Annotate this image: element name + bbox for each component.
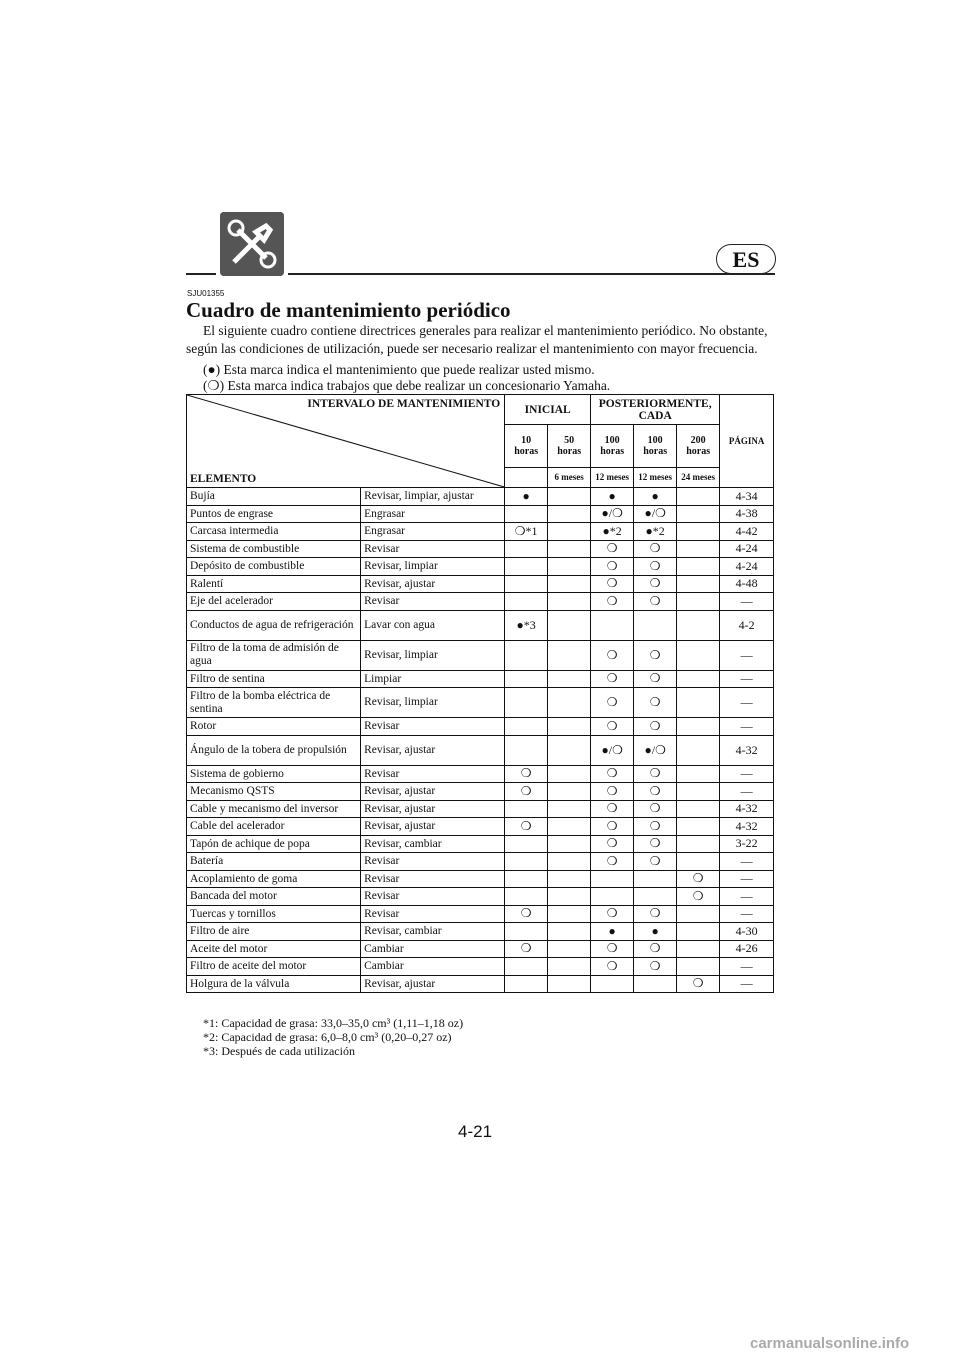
page-ref-cell: — <box>720 888 774 906</box>
interval-mark-cell: ●/❍ <box>634 735 677 765</box>
interval-mark-cell: ❍ <box>591 783 634 801</box>
item-cell: Mecanismo QSTS <box>187 783 361 801</box>
action-cell: Engrasar <box>361 505 505 523</box>
interval-mark-cell <box>677 783 720 801</box>
interval-mark-cell <box>505 670 548 688</box>
footnote-2: *2: Capacidad de grasa: 6,0–8,0 cm³ (0,20–0,27 oz) <box>203 1030 452 1044</box>
item-cell: Puntos de engrase <box>187 505 361 523</box>
interval-mark-cell: ❍ <box>634 835 677 853</box>
interval-mark-cell <box>677 735 720 765</box>
interval-mark-cell <box>548 610 591 640</box>
page-ref-cell: 4-42 <box>720 523 774 541</box>
interval-mark-cell <box>677 488 720 506</box>
interval-mark-cell <box>548 735 591 765</box>
interval-mark-cell <box>505 540 548 558</box>
page-ref-cell: 4-2 <box>720 610 774 640</box>
interval-mark-cell: ❍ <box>591 853 634 871</box>
interval-mark-cell: ● <box>505 488 548 506</box>
interval-mark-cell <box>505 888 548 906</box>
hours-header: 50 horas <box>548 425 591 468</box>
interval-mark-cell: ❍ <box>591 688 634 718</box>
item-cell: Conductos de agua de refrigeración <box>187 610 361 640</box>
interval-mark-cell: ❍ <box>634 800 677 818</box>
interval-mark-cell <box>548 765 591 783</box>
interval-mark-cell: ❍ <box>591 818 634 836</box>
interval-mark-cell: ❍ <box>591 640 634 670</box>
interval-mark-cell <box>505 575 548 593</box>
hours-header: 100 horas <box>591 425 634 468</box>
interval-mark-cell <box>548 523 591 541</box>
item-cell: Filtro de la bomba eléctrica de sentina <box>187 688 361 718</box>
table-row <box>187 718 774 736</box>
action-cell: Lavar con agua <box>361 610 505 640</box>
interval-mark-cell <box>634 888 677 906</box>
interval-mark-cell <box>505 558 548 576</box>
action-cell: Cambiar <box>361 958 505 976</box>
interval-mark-cell <box>548 505 591 523</box>
item-cell: Holgura de la válvula <box>187 975 361 993</box>
intro-paragraph: El siguiente cuadro contiene directrices generales para realizar el mantenimiento periódico. No obstante, según las condiciones de utilización, puede ser necesario realizar el mantenimiento con mayor frecuencia. <box>186 323 768 356</box>
table-row <box>187 818 774 836</box>
interval-mark-cell: ❍ <box>505 940 548 958</box>
table-row <box>187 765 774 783</box>
table-row <box>187 558 774 576</box>
interval-mark-cell: ❍ <box>591 905 634 923</box>
interval-mark-cell <box>548 670 591 688</box>
interval-mark-cell <box>548 940 591 958</box>
table-row <box>187 835 774 853</box>
language-badge: ES <box>716 244 776 274</box>
interval-mark-cell: ❍ <box>591 958 634 976</box>
action-cell: Revisar, cambiar <box>361 835 505 853</box>
element-header: ELEMENTO <box>190 473 257 485</box>
interval-mark-cell: ● <box>591 923 634 941</box>
interval-mark-cell <box>634 870 677 888</box>
interval-mark-cell <box>505 870 548 888</box>
item-cell: Acoplamiento de goma <box>187 870 361 888</box>
interval-mark-cell <box>548 783 591 801</box>
interval-mark-cell: ❍ <box>591 940 634 958</box>
footnote-3: *3: Después de cada utilización <box>203 1044 355 1058</box>
interval-mark-cell <box>677 640 720 670</box>
interval-mark-cell: ❍ <box>634 818 677 836</box>
interval-mark-cell: ❍ <box>677 975 720 993</box>
interval-mark-cell <box>591 888 634 906</box>
header-rule-left <box>186 273 216 275</box>
interval-header: INTERVALO DE MANTENIMIENTO <box>307 398 501 410</box>
interval-mark-cell <box>548 800 591 818</box>
interval-mark-cell <box>548 853 591 871</box>
action-cell: Revisar, limpiar <box>361 558 505 576</box>
interval-mark-cell <box>677 818 720 836</box>
action-cell: Revisar <box>361 888 505 906</box>
page-ref-cell: — <box>720 688 774 718</box>
interval-mark-cell: ❍ <box>591 765 634 783</box>
interval-mark-cell: ❍ <box>677 870 720 888</box>
page-ref-cell: 3-22 <box>720 835 774 853</box>
action-cell: Revisar, cambiar <box>361 923 505 941</box>
table-row <box>187 905 774 923</box>
interval-mark-cell <box>677 540 720 558</box>
table-row <box>187 593 774 611</box>
interval-mark-cell: ❍ <box>591 575 634 593</box>
legend-filled-mark: (●) Esta marca indica el mantenimiento que puede realizar usted mismo. <box>203 362 595 377</box>
item-cell: Bujía <box>187 488 361 506</box>
interval-mark-cell <box>548 718 591 736</box>
interval-mark-cell: ● <box>591 488 634 506</box>
page-ref-cell: — <box>720 718 774 736</box>
page-ref-cell: 4-32 <box>720 800 774 818</box>
hours-header: 10 horas <box>505 425 548 468</box>
action-cell: Revisar <box>361 593 505 611</box>
interval-mark-cell: ❍ <box>591 540 634 558</box>
interval-mark-cell <box>548 888 591 906</box>
table-row <box>187 800 774 818</box>
interval-mark-cell <box>505 853 548 871</box>
interval-mark-cell: ❍ <box>591 800 634 818</box>
item-cell: Batería <box>187 853 361 871</box>
action-cell: Limpiar <box>361 670 505 688</box>
action-cell: Revisar <box>361 853 505 871</box>
action-cell: Revisar, ajustar <box>361 783 505 801</box>
page-title: Cuadro de mantenimiento periódico <box>186 298 511 322</box>
interval-mark-cell <box>677 765 720 783</box>
action-cell: Cambiar <box>361 940 505 958</box>
table-row <box>187 923 774 941</box>
table-row <box>187 735 774 765</box>
interval-mark-cell: ❍*1 <box>505 523 548 541</box>
interval-mark-cell <box>505 800 548 818</box>
interval-mark-cell: ❍ <box>634 765 677 783</box>
header-rule-right <box>288 273 775 275</box>
item-cell: Filtro de la toma de admisión de agua <box>187 640 361 670</box>
interval-mark-cell: ❍ <box>505 783 548 801</box>
months-header <box>505 467 548 487</box>
interval-mark-cell <box>548 575 591 593</box>
interval-mark-cell: ❍ <box>505 905 548 923</box>
interval-mark-cell: ● <box>634 923 677 941</box>
page-ref-cell: 4-32 <box>720 818 774 836</box>
interval-mark-cell <box>548 488 591 506</box>
interval-mark-cell: ❍ <box>634 958 677 976</box>
interval-mark-cell <box>634 975 677 993</box>
page-ref-cell: 4-26 <box>720 940 774 958</box>
item-cell: Filtro de sentina <box>187 670 361 688</box>
page-ref-cell: 4-32 <box>720 735 774 765</box>
months-header: 12 meses <box>591 467 634 487</box>
table-row <box>187 575 774 593</box>
page-ref-cell: — <box>720 958 774 976</box>
page-ref-cell: 4-34 <box>720 488 774 506</box>
interval-mark-cell: ❍ <box>634 540 677 558</box>
page-ref-cell: — <box>720 593 774 611</box>
interval-mark-cell: ❍ <box>591 593 634 611</box>
action-cell: Revisar, ajustar <box>361 818 505 836</box>
page-ref-cell: — <box>720 783 774 801</box>
months-header: 24 meses <box>677 467 720 487</box>
item-cell: Bancada del motor <box>187 888 361 906</box>
interval-mark-cell: ❍ <box>505 765 548 783</box>
page-ref-cell: 4-30 <box>720 923 774 941</box>
interval-mark-cell <box>677 610 720 640</box>
item-cell: Ralentí <box>187 575 361 593</box>
interval-mark-cell: ●*2 <box>591 523 634 541</box>
table-body <box>187 488 774 993</box>
item-cell: Rotor <box>187 718 361 736</box>
item-cell: Sistema de gobierno <box>187 765 361 783</box>
page-ref-cell: 4-38 <box>720 505 774 523</box>
interval-mark-cell: ❍ <box>505 818 548 836</box>
interval-mark-cell <box>505 735 548 765</box>
table-row <box>187 505 774 523</box>
item-cell: Tapón de achique de popa <box>187 835 361 853</box>
action-cell: Revisar <box>361 765 505 783</box>
interval-mark-cell: ❍ <box>634 593 677 611</box>
interval-mark-cell <box>548 905 591 923</box>
page-ref-cell: — <box>720 853 774 871</box>
interval-mark-cell <box>548 558 591 576</box>
tools-icon <box>220 212 284 276</box>
interval-mark-cell: ●/❍ <box>634 505 677 523</box>
hours-header: 100 horas <box>634 425 677 468</box>
interval-mark-cell: ❍ <box>591 670 634 688</box>
interval-mark-cell <box>677 923 720 941</box>
interval-mark-cell: ❍ <box>634 575 677 593</box>
initial-header: INICIAL <box>505 395 591 425</box>
item-cell: Tuercas y tornillos <box>187 905 361 923</box>
interval-mark-cell <box>505 505 548 523</box>
interval-mark-cell: ❍ <box>634 783 677 801</box>
interval-mark-cell <box>591 975 634 993</box>
interval-mark-cell <box>505 640 548 670</box>
interval-mark-cell <box>591 870 634 888</box>
after-header: POSTERIORMENTE, CADA <box>591 395 720 425</box>
item-cell: Eje del acelerador <box>187 593 361 611</box>
interval-mark-cell <box>677 670 720 688</box>
table-row <box>187 488 774 506</box>
interval-mark-cell <box>634 610 677 640</box>
interval-mark-cell <box>548 975 591 993</box>
interval-mark-cell: ❍ <box>634 640 677 670</box>
interval-mark-cell <box>677 800 720 818</box>
maintenance-table <box>186 394 774 993</box>
interval-mark-cell <box>677 575 720 593</box>
page-header: PÁGINA <box>720 395 774 488</box>
item-cell: Cable del acelerador <box>187 818 361 836</box>
months-header: 6 meses <box>548 467 591 487</box>
table-row <box>187 853 774 871</box>
item-cell: Sistema de combustible <box>187 540 361 558</box>
interval-mark-cell <box>677 718 720 736</box>
table-row <box>187 670 774 688</box>
table-row <box>187 540 774 558</box>
interval-mark-cell <box>677 688 720 718</box>
interval-mark-cell: ❍ <box>634 688 677 718</box>
action-cell: Revisar, ajustar <box>361 575 505 593</box>
page-ref-cell: 4-24 <box>720 540 774 558</box>
action-cell: Revisar, limpiar, ajustar <box>361 488 505 506</box>
table-row <box>187 870 774 888</box>
interval-mark-cell <box>548 958 591 976</box>
table-row <box>187 688 774 718</box>
document-code: SJU01355 <box>187 289 225 298</box>
watermark: carmanualsonline.info <box>750 1335 910 1352</box>
months-header: 12 meses <box>634 467 677 487</box>
interval-mark-cell: ●/❍ <box>591 735 634 765</box>
interval-mark-cell <box>505 975 548 993</box>
item-cell: Cable y mecanismo del inversor <box>187 800 361 818</box>
action-cell: Engrasar <box>361 523 505 541</box>
interval-mark-cell: ❍ <box>634 853 677 871</box>
interval-mark-cell: ●*2 <box>634 523 677 541</box>
item-cell: Filtro de aceite del motor <box>187 958 361 976</box>
page-ref-cell: 4-24 <box>720 558 774 576</box>
interval-mark-cell <box>677 558 720 576</box>
legend-open-mark: (❍) Esta marca indica trabajos que debe realizar un concesionario Yamaha. <box>203 378 611 393</box>
interval-mark-cell <box>505 835 548 853</box>
table-row <box>187 610 774 640</box>
interval-mark-cell: ❍ <box>591 835 634 853</box>
action-cell: Revisar <box>361 870 505 888</box>
item-cell: Filtro de aire <box>187 923 361 941</box>
interval-mark-cell: ❍ <box>591 558 634 576</box>
hours-header: 200 horas <box>677 425 720 468</box>
interval-mark-cell <box>505 593 548 611</box>
table-row <box>187 975 774 993</box>
interval-mark-cell: ❍ <box>677 888 720 906</box>
footnote-1: *1: Capacidad de grasa: 33,0–35,0 cm³ (1,11–1,18 oz) <box>203 1016 464 1030</box>
interval-mark-cell <box>505 688 548 718</box>
interval-mark-cell <box>548 593 591 611</box>
interval-mark-cell <box>677 940 720 958</box>
item-cell: Aceite del motor <box>187 940 361 958</box>
page-ref-cell: — <box>720 975 774 993</box>
table-row <box>187 783 774 801</box>
table-row <box>187 640 774 670</box>
interval-mark-cell: ●/❍ <box>591 505 634 523</box>
interval-mark-cell <box>677 853 720 871</box>
page-ref-cell: — <box>720 870 774 888</box>
interval-mark-cell: ❍ <box>634 718 677 736</box>
interval-mark-cell <box>677 835 720 853</box>
action-cell: Revisar, ajustar <box>361 735 505 765</box>
table-row <box>187 958 774 976</box>
interval-mark-cell <box>548 870 591 888</box>
interval-mark-cell <box>548 540 591 558</box>
interval-mark-cell <box>677 958 720 976</box>
interval-mark-cell: ❍ <box>634 905 677 923</box>
item-cell: Carcasa intermedia <box>187 523 361 541</box>
interval-mark-cell <box>677 905 720 923</box>
interval-mark-cell: ❍ <box>634 670 677 688</box>
page-ref-cell: — <box>720 640 774 670</box>
interval-mark-cell <box>548 835 591 853</box>
interval-mark-cell <box>591 610 634 640</box>
item-cell: Ángulo de la tobera de propulsión <box>187 735 361 765</box>
action-cell: Revisar, limpiar <box>361 640 505 670</box>
action-cell: Revisar <box>361 718 505 736</box>
table-row <box>187 888 774 906</box>
interval-mark-cell <box>505 718 548 736</box>
page-ref-cell: 4-48 <box>720 575 774 593</box>
interval-mark-cell: ❍ <box>591 718 634 736</box>
page-ref-cell: — <box>720 905 774 923</box>
interval-mark-cell: ● <box>634 488 677 506</box>
interval-mark-cell: ❍ <box>634 558 677 576</box>
interval-mark-cell <box>677 593 720 611</box>
page-number: 4-21 <box>458 1122 493 1141</box>
interval-mark-cell: ●*3 <box>505 610 548 640</box>
action-cell: Revisar <box>361 540 505 558</box>
interval-mark-cell: ❍ <box>634 940 677 958</box>
interval-mark-cell <box>677 523 720 541</box>
action-cell: Revisar <box>361 905 505 923</box>
corner-header <box>187 395 505 488</box>
action-cell: Revisar, ajustar <box>361 800 505 818</box>
interval-mark-cell <box>548 818 591 836</box>
interval-mark-cell <box>548 688 591 718</box>
interval-mark-cell <box>548 640 591 670</box>
page-ref-cell: — <box>720 765 774 783</box>
interval-mark-cell <box>548 923 591 941</box>
table-row <box>187 940 774 958</box>
item-cell: Depósito de combustible <box>187 558 361 576</box>
action-cell: Revisar, ajustar <box>361 975 505 993</box>
interval-mark-cell <box>505 923 548 941</box>
interval-mark-cell <box>677 505 720 523</box>
action-cell: Revisar, limpiar <box>361 688 505 718</box>
page-ref-cell: — <box>720 670 774 688</box>
interval-mark-cell <box>505 958 548 976</box>
table-row <box>187 523 774 541</box>
